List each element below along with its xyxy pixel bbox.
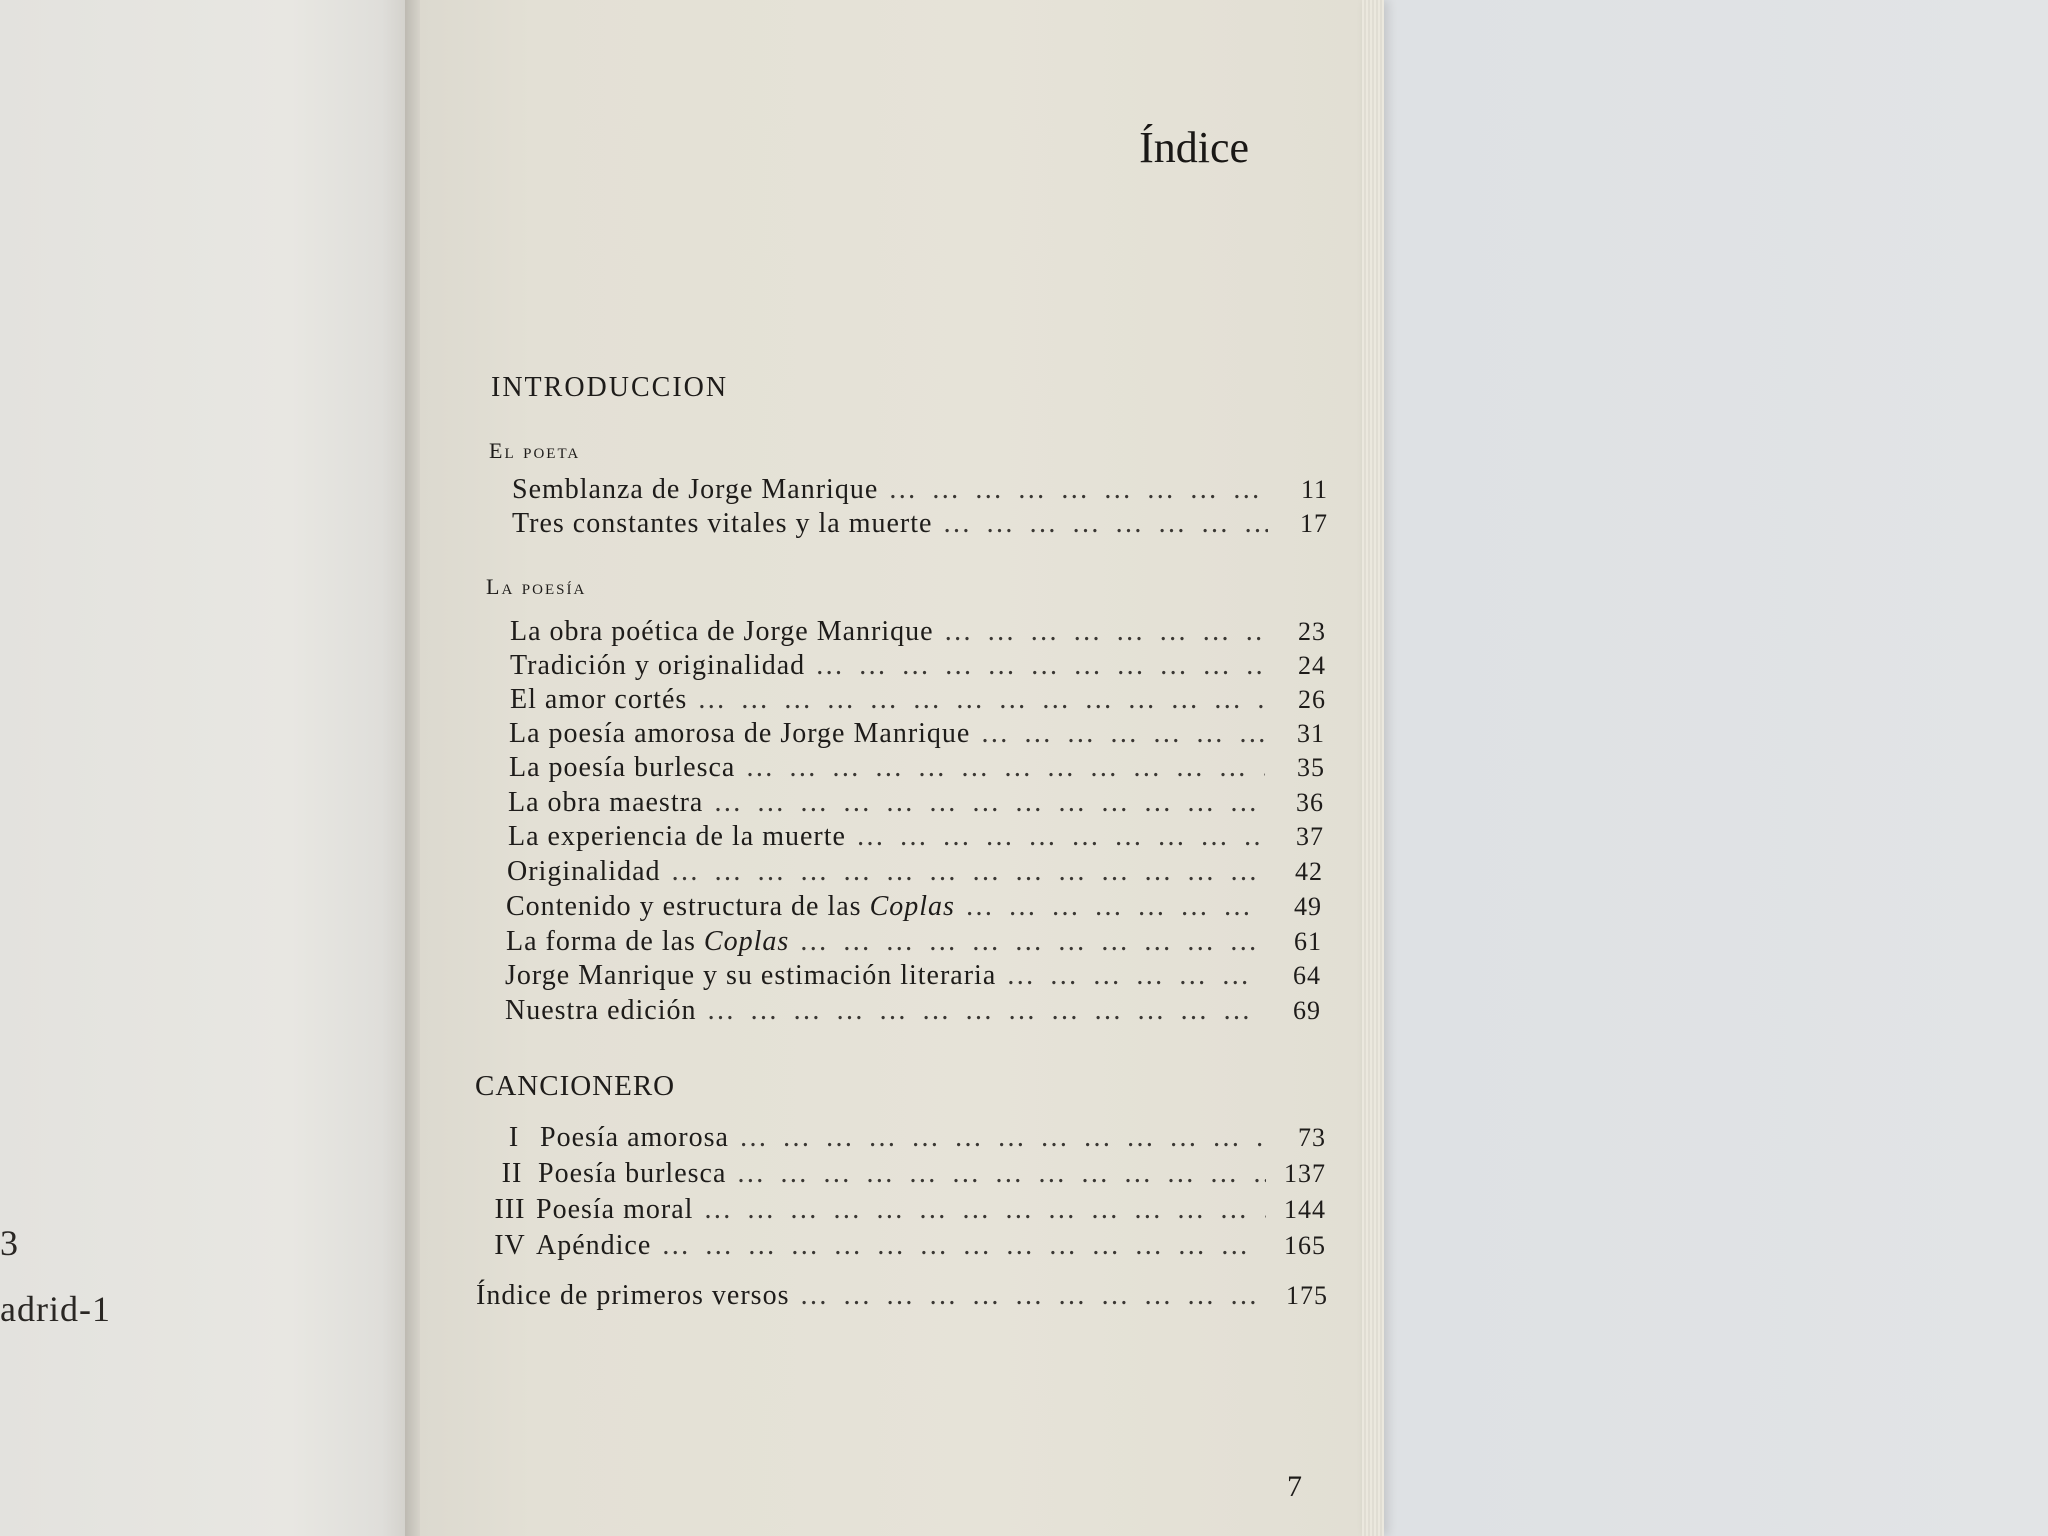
toc-leader-dots: [942, 508, 1268, 540]
toc-entry: [510, 684, 1326, 718]
toc-entry: [505, 960, 1321, 994]
toc-entry: [509, 752, 1325, 786]
toc-entry-page: 26: [1298, 685, 1326, 714]
toc-leader-dots: [799, 1280, 1268, 1312]
toc-entry-label: Poesía amorosa: [540, 1122, 729, 1153]
toc-entry-label: El amor cortés: [510, 684, 688, 715]
toc-entry-page: 24: [1298, 651, 1326, 680]
toc-entry-page: 69: [1293, 996, 1321, 1025]
toc-leader-dots: [713, 787, 1264, 819]
toc-leader-dots: [965, 891, 1262, 923]
toc-entry-page: 11: [1300, 475, 1328, 504]
toc-leader-dots: [799, 926, 1262, 958]
toc-entry: [484, 1194, 1326, 1228]
toc-leader-dots: [745, 752, 1265, 784]
toc-entry-label: La poesía amorosa de Jorge Manrique: [509, 718, 971, 749]
toc-entry: [506, 891, 1322, 925]
subsection-heading-la-poesia: La poesía: [486, 574, 587, 599]
toc-entry: [507, 856, 1323, 890]
toc-entry: [510, 616, 1326, 650]
toc-leader-dots: [944, 616, 1266, 648]
toc-entry: [506, 926, 1322, 960]
toc-entry-label: La obra poética de Jorge Manrique: [510, 616, 934, 647]
page-title: Índice: [1139, 123, 1249, 172]
toc-entry-page: 37: [1296, 822, 1324, 851]
toc-leader-dots: [661, 1230, 1266, 1262]
toc-leader-dots: [703, 1194, 1266, 1226]
toc-leader-dots: [1006, 960, 1261, 992]
toc-entry: [484, 1230, 1326, 1264]
toc-entry-page: 23: [1298, 617, 1326, 646]
section-heading-introduccion: INTRODUCCION: [491, 372, 729, 403]
toc-entry: [512, 508, 1328, 542]
toc-entry-label: Poesía burlesca: [538, 1158, 727, 1189]
toc-entry-page: 165: [1284, 1231, 1326, 1260]
toc-entry: [508, 787, 1324, 821]
toc-entry-page: 49: [1294, 892, 1322, 921]
toc-entry-page: 137: [1284, 1159, 1326, 1188]
toc-entry-label: La experiencia de la muerte: [508, 821, 846, 852]
toc-entry-label: La obra maestra: [508, 787, 704, 818]
toc-entry-page: 175: [1286, 1281, 1328, 1310]
right-page: [420, 0, 1362, 1536]
toc-leader-dots: [888, 474, 1268, 506]
toc-entry: [512, 474, 1328, 508]
toc-entry-roman: II: [501, 1158, 523, 1189]
toc-entry-label: Apéndice: [536, 1230, 652, 1261]
toc-entry-label: Tradición y originalidad: [510, 650, 806, 681]
toc-entry: [488, 1122, 1326, 1156]
page-number: 7: [1287, 1470, 1302, 1503]
left-page: [0, 0, 415, 1536]
toc-leader-dots: [736, 1158, 1266, 1190]
toc-entry-page: 64: [1293, 961, 1321, 990]
toc-entry-page: 17: [1300, 509, 1328, 538]
toc-entry: [486, 1158, 1326, 1192]
toc-leader-dots: [697, 684, 1266, 716]
toc-entry: [476, 1280, 1328, 1314]
toc-entry-page: 31: [1297, 719, 1325, 748]
toc-entry-label: La poesía burlesca: [509, 752, 736, 783]
subsection-heading-el-poeta: El poeta: [489, 438, 581, 463]
toc-entry-page: 42: [1295, 857, 1323, 886]
toc-entry-label: Semblanza de Jorge Manrique: [512, 474, 879, 505]
section-heading-cancionero: CANCIONERO: [475, 1070, 676, 1102]
toc-entry-roman: III: [494, 1194, 526, 1225]
left-page-text-fragment: 3: [0, 1223, 19, 1263]
toc-leader-dots: [739, 1122, 1266, 1154]
toc-leader-dots: [980, 718, 1265, 750]
toc-entry-label: Jorge Manrique y su estimación literaria: [505, 960, 997, 991]
toc-entry-label: Tres constantes vitales y la muerte: [512, 508, 933, 539]
toc-entry-label: Nuestra edición: [505, 995, 697, 1026]
toc-entry: [505, 995, 1321, 1029]
toc-entry-page: 144: [1284, 1195, 1326, 1224]
toc-entry-page: 36: [1296, 788, 1324, 817]
toc-leader-dots: [856, 821, 1264, 853]
toc-entry-roman: I: [508, 1122, 520, 1153]
toc-entry: [508, 821, 1324, 855]
toc-entry-roman: IV: [494, 1230, 526, 1261]
page-edges: [1362, 0, 1384, 1536]
toc-leader-dots: [671, 856, 1263, 888]
toc-entry-label: Poesía moral: [536, 1194, 694, 1225]
toc-entry-page: 35: [1297, 753, 1325, 782]
toc-entry-label: Contenido y estructura de las Coplas: [506, 891, 955, 922]
toc-entry-label: Índice de primeros versos: [476, 1280, 790, 1311]
toc-entry-label: La forma de las Coplas: [506, 926, 790, 957]
left-page-text-fragment: adrid-1: [0, 1289, 111, 1329]
toc-entry: [509, 718, 1325, 752]
toc-entry-page: 61: [1294, 927, 1322, 956]
toc-leader-dots: [815, 650, 1266, 682]
toc-entry: [510, 650, 1326, 684]
toc-entry-page: 73: [1298, 1123, 1326, 1152]
toc-leader-dots: [707, 995, 1262, 1027]
toc-entry-label: Originalidad: [507, 856, 661, 887]
